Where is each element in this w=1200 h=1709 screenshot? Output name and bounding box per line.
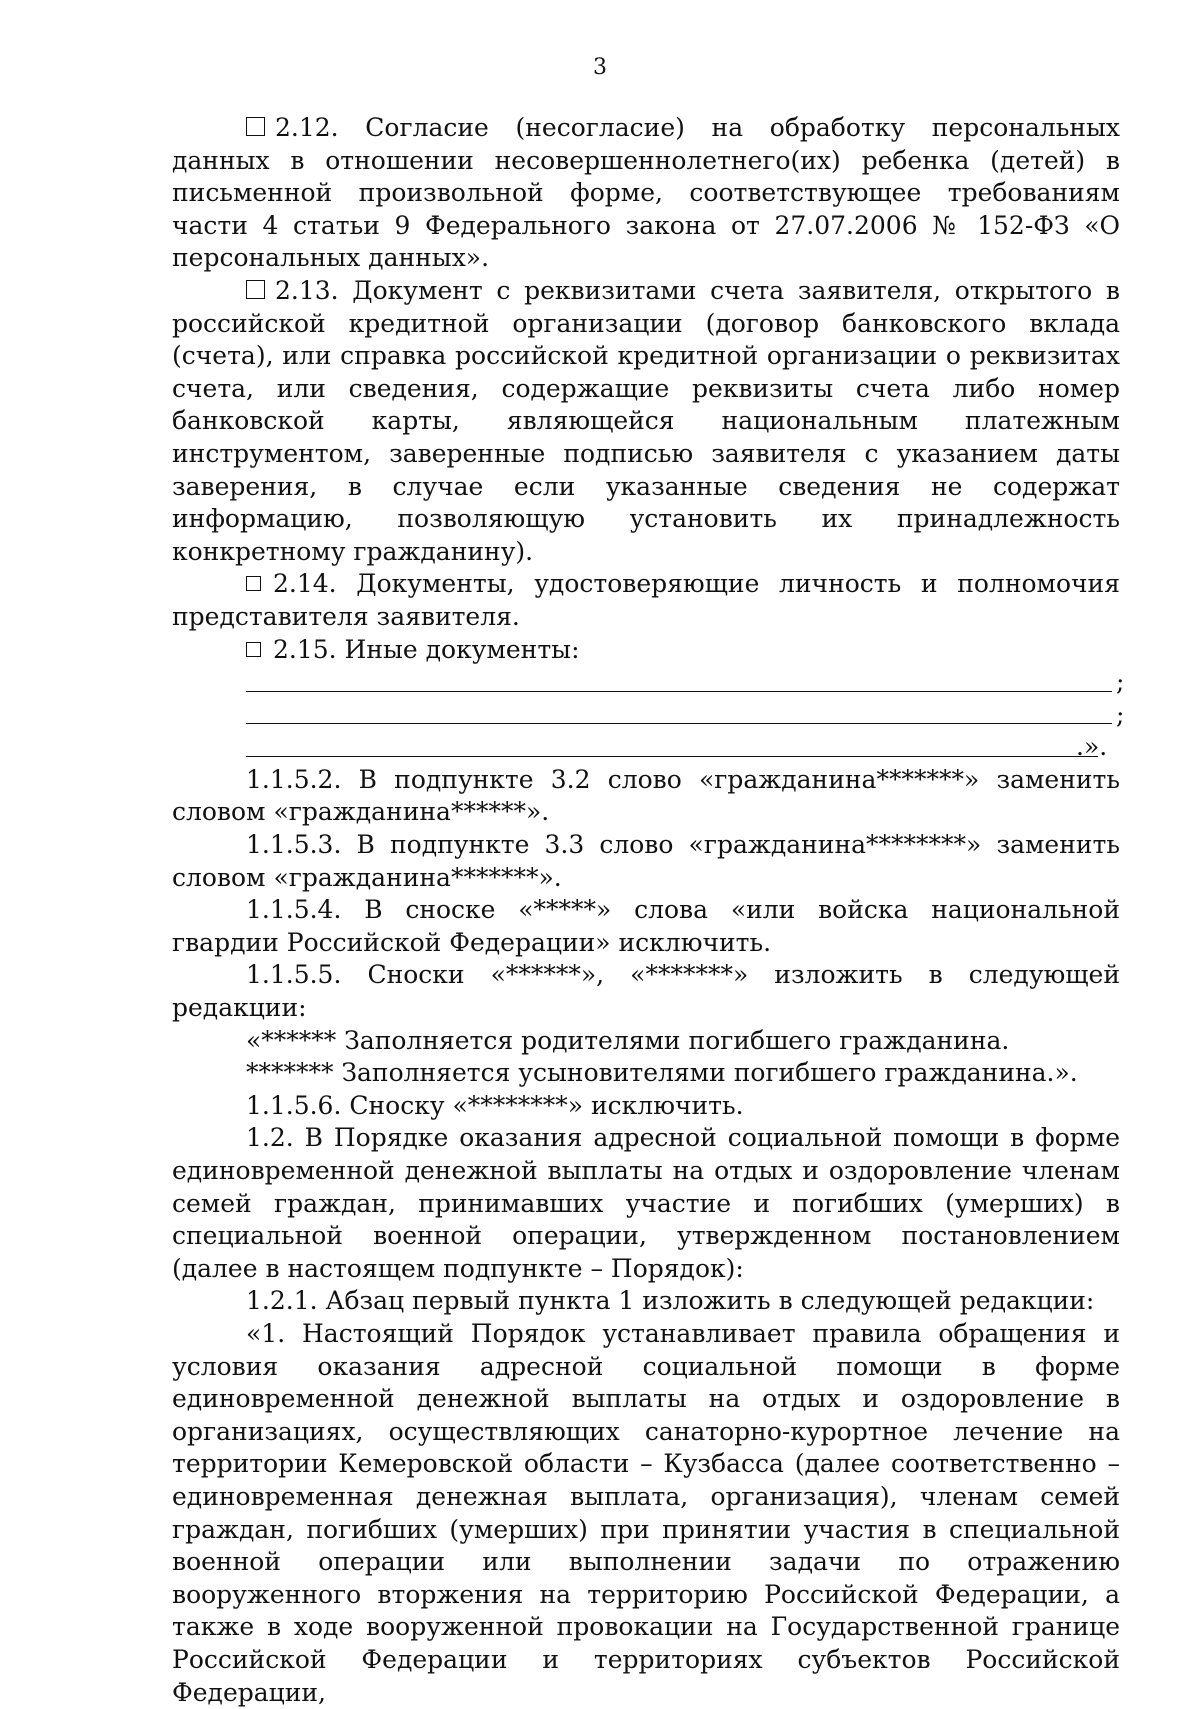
paragraph-1-1-5-5: 1.1.5.5. Сноски «******», «*******» изложить в следующей редакции:	[172, 960, 1120, 1023]
blank-line-3-end: .».	[1076, 732, 1108, 762]
checkbox-2-14[interactable]	[246, 576, 261, 591]
blank-line-1-end: ;	[1116, 667, 1125, 697]
document-body	[172, 112, 1125, 1709]
paragraph-2-14-text: 2.14. Документы, удостоверяющие личность и полномочия представителя заявителя.	[172, 569, 1120, 631]
paragraph-1-2: 1.2. В Порядке оказания адресной социальной помощи в форме единовременной денежной выплаты на отдых и оздоровление членам семей граждан, принимавших участие и погибших (умерших) в специальной военной операции, утвержденном постановлением (далее в настоящем подпункте – Порядок):	[172, 1123, 1120, 1283]
checkbox-2-12[interactable]	[246, 117, 265, 136]
blank-line-3[interactable]	[172, 731, 1120, 764]
footnote-6-text: «****** Заполняется родителями погибшего гражданина.	[246, 1025, 1010, 1055]
checkbox-2-15[interactable]	[246, 642, 261, 657]
paragraph-1-1-5-3: 1.1.5.3. В подпункте 3.3 слово «гражданина********» заменить словом «гражданина*******».	[172, 830, 1120, 892]
blank-line-3-rule	[246, 756, 1098, 757]
paragraph-2-12	[172, 112, 1120, 275]
checkbox-2-13[interactable]	[246, 280, 265, 299]
blank-line-2-rule	[246, 723, 1112, 724]
paragraph-2-13-text: 2.13. Документ с реквизитами счета заявителя, открытого в российской кредитной организации (договор банковского вклада (счета), или справка российской кредитной организации о реквизитах счета, или сведения, содержащие реквизиты счета либо номер банковской карты, являющейся национальным платежным инструментом, заверенные подписью заявителя с указанием даты заверения, в случае если указанные сведения не содержат информацию, позволяющую установить их принадлежность конкретному гражданину).	[172, 275, 1120, 566]
paragraph-2-14	[172, 568, 1120, 633]
blank-line-1[interactable]	[172, 666, 1125, 699]
footnote-7-text: ******* Заполняется усыновителями погибшего гражданина.».	[246, 1058, 1078, 1088]
paragraph-2-13	[172, 275, 1120, 568]
blank-line-2[interactable]	[172, 699, 1125, 732]
blank-line-1-rule	[246, 691, 1112, 692]
paragraph-1-1-5-2: 1.1.5.2. В подпункте 3.2 слово «гражданина*******» заменить словом «гражданина******».	[172, 764, 1120, 827]
quoted-paragraph-1: «1. Настоящий Порядок устанавливает правила обращения и условия оказания адресной социальной помощи в форме единовременной денежной выплаты на отдых и оздоровление в организациях, осуществляющих санаторно-курортное лечение на территории Кемеровской области – Кузбасса (далее соответственно – единовременная денежная выплата, организация), членам семей граждан, погибших (умерших) при принятии участия в специальной военной операции или выполнении задачи по отражению вооруженного вторжения на территорию Российской Федерации, а также в ходе вооруженной провокации на Государственной границе Российской Федерации и территориях субъектов Российской Федерации,	[172, 1318, 1120, 1707]
paragraph-2-12-text: 2.12. Согласие (несогласие) на обработку персональных данных в отношении несовершеннолетнего(их) ребенка (детей) в письменной произвольной форме, соответствующее требованиям части 4 статьи 9 Федерального закона от 27.07.2006 № 152-ФЗ «О персональных данных».	[172, 113, 1120, 273]
paragraph-2-15	[172, 634, 1120, 667]
blank-line-2-end: ;	[1116, 699, 1125, 729]
paragraph-2-15-text: 2.15. Иные документы:	[273, 634, 580, 664]
paragraph-1-1-5-4: 1.1.5.4. В сноске «*****» слова «или войска национальной гвардии Российской Федерации» исключить.	[172, 895, 1120, 957]
paragraph-1-1-5-6: 1.1.5.6. Сноску «********» исключить.	[246, 1090, 744, 1120]
paragraph-1-2-1: 1.2.1. Абзац первый пункта 1 изложить в следующей редакции:	[246, 1286, 1095, 1316]
page-number: 3	[593, 55, 607, 80]
